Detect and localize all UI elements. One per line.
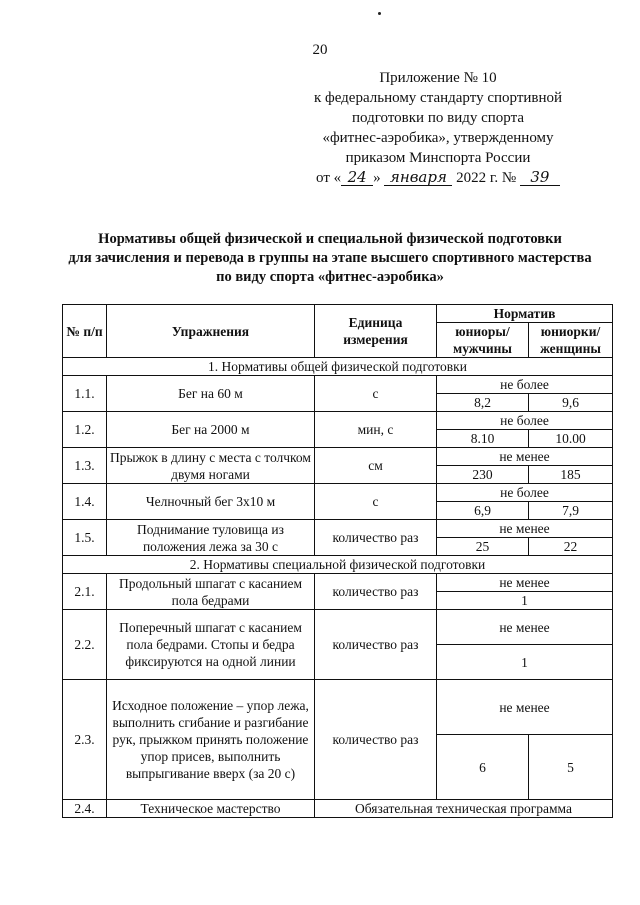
appendix-line: к федеральному стандарту спортивной (313, 90, 563, 106)
section-row (63, 556, 613, 574)
section-row (63, 358, 613, 376)
table-row (63, 574, 613, 592)
row-exercise: Исходное положение – упор лежа, выполнить сгибание и разгибание рук, прыжком принять положение упор присев, выполнить выпрыгивание вверх (за 20 с) (107, 680, 315, 800)
appendix-line: приказом Минспорта России (345, 150, 531, 166)
table-row (63, 376, 613, 394)
table-row (63, 484, 613, 502)
table-header-row (63, 305, 613, 323)
row-exercise: Бег на 2000 м (107, 412, 315, 448)
row-num: 2.4. (63, 800, 107, 818)
value-female: 5 (529, 735, 613, 800)
value-both: 1 (437, 592, 613, 610)
value-female: 9,6 (529, 394, 613, 412)
row-num: 2.3. (63, 680, 107, 800)
value-female: 185 (529, 466, 613, 484)
row-unit: мин, с (315, 412, 437, 448)
table-row (63, 448, 613, 466)
table-row (63, 412, 613, 430)
appendix-line: «фитнес-аэробика», утвержденному (322, 130, 554, 146)
row-num: 1.4. (63, 484, 107, 520)
row-exercise: Бег на 60 м (107, 376, 315, 412)
row-num: 1.1. (63, 376, 107, 412)
document-title (40, 230, 620, 287)
value-female: 7,9 (529, 502, 613, 520)
date-mid: » (373, 170, 381, 186)
row-qualifier: не более (437, 376, 613, 394)
header-unit: Единица измерения (315, 305, 437, 358)
row-unit: с (315, 376, 437, 412)
section-title: 1. Нормативы общей физической подготовки (63, 358, 613, 376)
header-male: юниоры/ мужчины (437, 323, 529, 358)
title-line: по виду спорта «фитнес-аэробика» (216, 269, 444, 285)
row-num: 2.2. (63, 610, 107, 680)
value-male: 6,9 (437, 502, 529, 520)
value-female: 10.00 (529, 430, 613, 448)
row-unit: количество раз (315, 680, 437, 800)
norms-table (62, 304, 613, 818)
row-qualifier: не более (437, 412, 613, 430)
value-male: 8.10 (437, 430, 529, 448)
value-female: 22 (529, 538, 613, 556)
row-unit: количество раз (315, 520, 437, 556)
row-num: 1.5. (63, 520, 107, 556)
appendix-header (288, 68, 588, 188)
value-male: 8,2 (437, 394, 529, 412)
handwritten-month: января (384, 169, 452, 186)
row-unit: см (315, 448, 437, 484)
value-male: 230 (437, 466, 529, 484)
row-exercise: Поднимание туловища из положения лежа за 30 с (107, 520, 315, 556)
row-qualifier: не менее (437, 574, 613, 592)
row-num: 1.2. (63, 412, 107, 448)
row-exercise: Поперечный шпагат с касанием пола бедрами. Стопы и бедра фиксируются на одной линии (107, 610, 315, 680)
row-qualifier: не более (437, 484, 613, 502)
row-exercise: Техническое мастерство (107, 800, 315, 818)
table-row (63, 800, 613, 818)
value-male: 25 (437, 538, 529, 556)
header-norm: Норматив (437, 305, 613, 323)
date-prefix: от « (316, 170, 342, 186)
header-female: юниорки/ женщины (529, 323, 613, 358)
appendix-line: Приложение № 10 (379, 70, 497, 86)
scan-mark (378, 12, 381, 15)
header-exercise: Упражнения (107, 305, 315, 358)
row-unit: количество раз (315, 610, 437, 680)
row-qualifier: не менее (437, 448, 613, 466)
title-line: для зачисления и перевода в группы на этапе высшего спортивного мастерства (68, 250, 592, 266)
row-exercise: Челночный бег 3х10 м (107, 484, 315, 520)
row-unit: количество раз (315, 574, 437, 610)
value-both: 1 (437, 645, 613, 680)
row-unit: с (315, 484, 437, 520)
appendix-line: подготовки по виду спорта (352, 110, 524, 126)
row-num: 1.3. (63, 448, 107, 484)
table-row (63, 610, 613, 645)
row-program: Обязательная техническая программа (315, 800, 613, 818)
date-year: 2022 г. № (456, 170, 517, 186)
table-row (63, 680, 613, 735)
row-qualifier: не менее (437, 680, 613, 735)
row-num: 2.1. (63, 574, 107, 610)
value-male: 6 (437, 735, 529, 800)
row-qualifier: не менее (437, 520, 613, 538)
page-number: 20 (312, 42, 328, 58)
row-qualifier: не менее (437, 610, 613, 645)
header-num: № п/п (63, 305, 107, 358)
order-date-line (288, 168, 588, 188)
title-line: Нормативы общей физической и специальной физической подготовки (98, 231, 562, 247)
table-row (63, 520, 613, 538)
section-title: 2. Нормативы специальной физической подготовки (63, 556, 613, 574)
handwritten-day: 24 (341, 169, 373, 186)
handwritten-number: 39 (520, 169, 560, 186)
row-exercise: Продольный шпагат с касанием пола бедрами (107, 574, 315, 610)
row-exercise: Прыжок в длину с места с толчком двумя ногами (107, 448, 315, 484)
